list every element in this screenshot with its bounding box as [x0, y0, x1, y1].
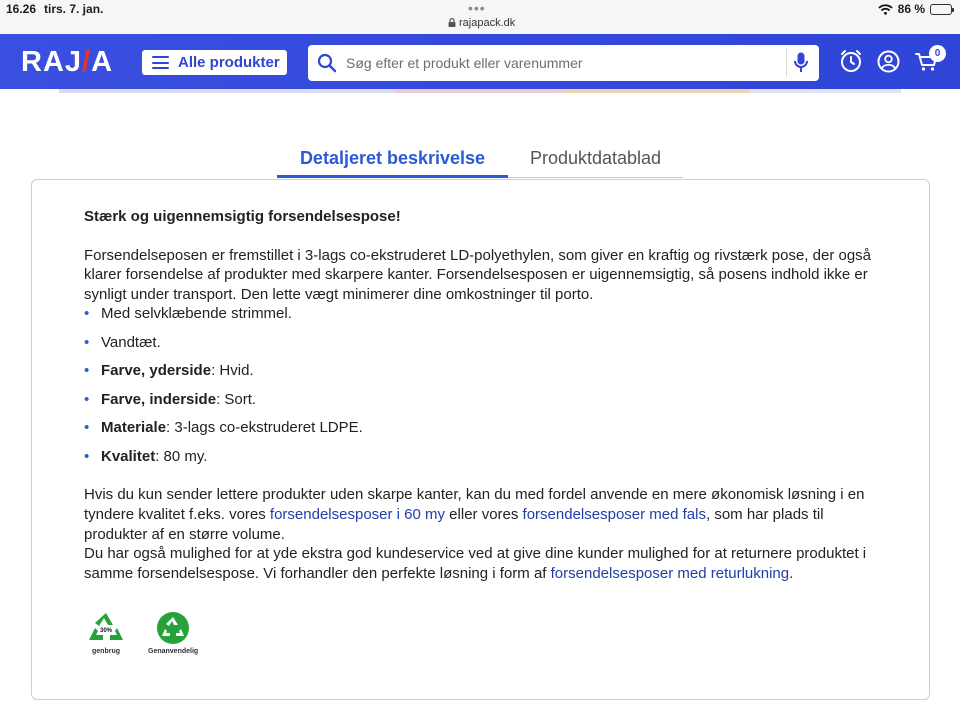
recyclable-badge-label: Genanvendelig: [148, 648, 199, 655]
status-bar: [0, 0, 960, 34]
raja-logo[interactable]: RAJ/A: [21, 46, 114, 78]
cart-count-badge: 0: [929, 45, 946, 62]
search-input[interactable]: [346, 45, 776, 81]
all-products-button[interactable]: [142, 50, 287, 75]
search-divider: [786, 49, 787, 77]
list-item: • Materiale: 3-lags co-ekstruderet LDPE.: [84, 418, 884, 447]
battery-percent: 86 %: [897, 2, 925, 16]
status-time: 16.26: [6, 2, 37, 16]
microphone-icon[interactable]: [794, 52, 808, 74]
returns-paragraph: Du har også mulighed for at yde ekstra god kundeservice ved at give dine kunder mulighed for at returnere produktet i samme forsendelsespose. Vi forhandler den perfekte løsning i form af forsendelsesposer med returlukning.: [84, 545, 867, 582]
recyclable-badge: [148, 610, 198, 655]
tab-product-datasheet[interactable]: Produktdatablad: [508, 140, 683, 178]
alarm-clock-icon[interactable]: [839, 49, 863, 73]
all-products-label: Alle produkter: [178, 54, 280, 71]
multitask-dots-icon[interactable]: •••: [468, 0, 486, 16]
list-item: • Med selvklæbende strimmel.: [84, 304, 884, 333]
recycled-badge-label: genbrug: [92, 648, 120, 655]
tab-detailed-description[interactable]: Detaljeret beskrivelse: [277, 140, 508, 178]
wifi-icon: [878, 4, 893, 15]
address-url: rajapack.dk: [459, 17, 516, 29]
lock-icon: [448, 18, 456, 27]
account-icon[interactable]: [877, 50, 900, 73]
search-icon[interactable]: [317, 53, 337, 73]
battery-icon: [930, 4, 952, 15]
alternatives-paragraph: Hvis du kun sender lettere produkter uden skarpe kanter, kan du med fordel anvende en mere økonomisk løsning i en tyndere kvalitet f.eks. vores forsendelsesposer i 60 my eller vores forsendelsesposer med fals, som har plads til produkter af en større volume.: [84, 486, 865, 543]
search-bar: [308, 45, 819, 81]
category-strip: [59, 89, 901, 93]
list-item: • Vandtæt.: [84, 333, 884, 362]
description-content: [84, 207, 884, 583]
address-bar[interactable]: [448, 17, 515, 29]
description-intro: Forsendelseposen er fremstillet i 3-lags co-ekstruderet LD-polyethylen, som giver en kraftig og rivstærk pose, der også klarer forsendelse af produkter med skarpere kanter. Forsendelsesposen er uigennemsigtig, så posens indhold ikke er synligt under transport. Den lette vægt minimerer dine omkostninger til porto.: [84, 246, 872, 303]
link-bags-return-closure[interactable]: forsendelsesposer med returlukning: [550, 564, 790, 582]
list-item: • Farve, inderside: Sort.: [84, 390, 884, 419]
list-item: • Farve, yderside: Hvid.: [84, 361, 884, 390]
link-bags-with-fold[interactable]: forsendelsesposer med fals: [522, 505, 706, 523]
recyclable-icon: [155, 610, 191, 646]
description-heading: Stærk og uigennemsigtig forsendelsespose!: [84, 208, 401, 225]
recycle-icon: [86, 610, 126, 646]
link-bags-60-my[interactable]: forsendelsesposer i 60 my: [269, 505, 446, 523]
eco-badges: [86, 610, 198, 655]
svg-text:30%: 30%: [99, 628, 113, 634]
status-date: tirs. 7. jan.: [44, 2, 104, 16]
recycled-badge: [86, 610, 126, 655]
menu-icon: [152, 56, 169, 69]
list-item: • Kvalitet: 80 my.: [84, 447, 884, 476]
feature-list: [84, 304, 884, 475]
status-right: [878, 2, 952, 16]
site-header: [0, 34, 960, 89]
